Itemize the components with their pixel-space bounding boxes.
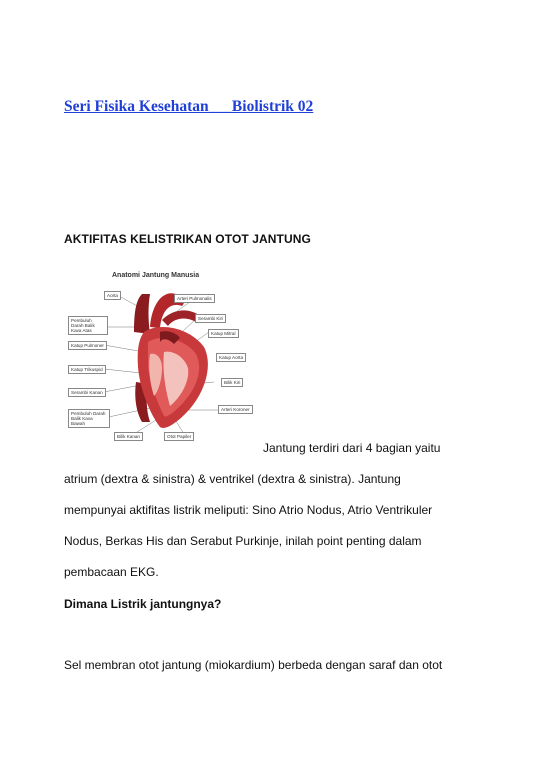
label-bilik-kanan: Bilik Kanan	[114, 432, 143, 441]
label-pembuluh-darah-bawah: Pembuluh Darah Balik Kava Bawah	[68, 409, 110, 428]
label-serambi-kanan: Serambi Kanan	[68, 388, 106, 397]
label-katup-aorta: Katup Aorta	[216, 353, 246, 362]
paragraph-line: Jantung terdiri dari 4 bagian yaitu	[263, 441, 441, 455]
figure-title: Anatomi Jantung Manusia	[112, 272, 200, 279]
label-katup-pulmoner: Katup Pulmoner	[68, 341, 107, 350]
label-pembuluh-darah-atas: Pembuluh Darah Balik Kava Atas	[68, 316, 108, 335]
label-bilik-kiri: Bilik Kiri	[221, 378, 243, 387]
paragraph-line: Nodus, Berkas His dan Serabut Purkinje, inilah point penting dalam	[64, 534, 422, 548]
paragraph-line: Sel membran otot jantung (miokardium) berbeda dengan saraf dan otot	[64, 658, 443, 672]
paragraph-line: pembacaan EKG.	[64, 565, 159, 579]
heart-anatomy-figure	[64, 272, 274, 447]
document-title[interactable]: Seri Fisika Kesehatan___Biolistrik 02	[64, 98, 314, 115]
label-arteri-koroner: Arteri Koroner	[218, 405, 253, 414]
label-katup-mitral: Katup Mitral	[208, 329, 239, 338]
label-serambi-kiri: Serambi Kiri	[195, 314, 226, 323]
label-aorta: Aorta	[104, 291, 121, 300]
paragraph-line: mempunyai aktifitas listrik meliputi: Sino Atrio Nodus, Atrio Ventrikuler	[64, 503, 433, 517]
label-arteri-pulmonalis: Arteri Pulmonalis	[174, 294, 215, 303]
label-katup-trikuspid: Katup Trikuspid	[68, 365, 106, 374]
section-heading: AKTIFITAS KELISTRIKAN OTOT JANTUNG	[64, 232, 311, 246]
label-otot-papiler: Otot Papiler	[164, 432, 194, 441]
paragraph-line: atrium (dextra & sinistra) & ventrikel (dextra & sinistra). Jantung	[64, 472, 401, 486]
subheading: Dimana Listrik jantungnya?	[64, 597, 222, 611]
